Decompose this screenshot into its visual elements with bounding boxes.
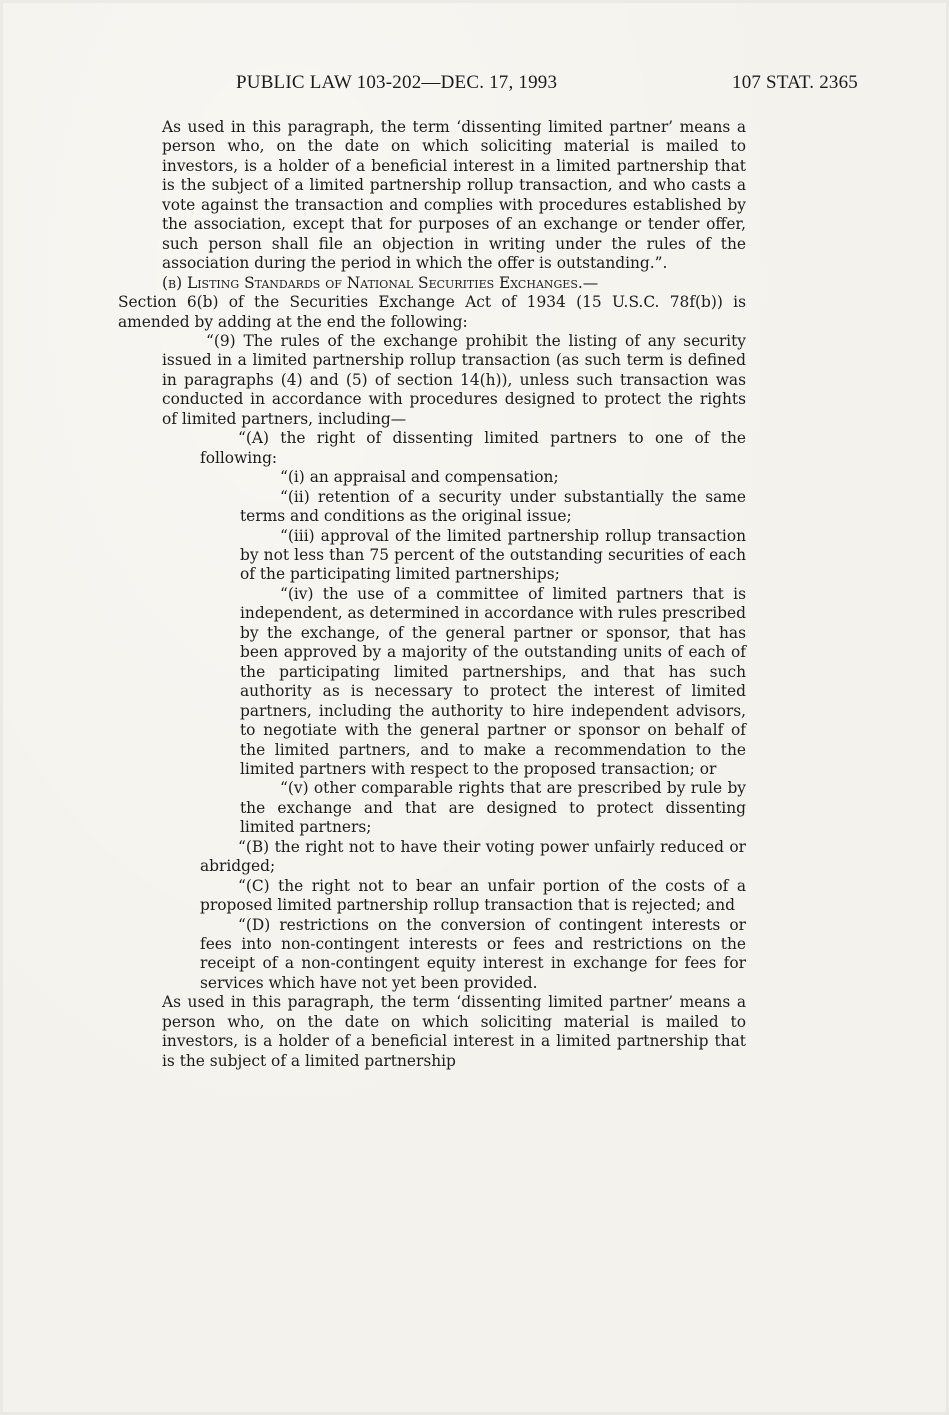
paragraph-dissenting-definition-2: As used in this paragraph, the term ‘dissenting limited partner’ means a person who, on the date on which soliciting material is mailed to investors, is a holder of a beneficial interest in a limited partnership that is the subject of a limited partnership [162,993,746,1070]
paragraph-dissenting-definition: As used in this paragraph, the term ‘dissenting limited partner’ means a person who, on the date on which soliciting material is mailed to investors, is a holder of a beneficial interest in a limited partnership that is the subject of a limited partnership rollup transaction, and who casts a vote against the transaction and complies with procedures established by the association, except that for purposes of an exchange or tender offer, such person shall file an objection in writing under the rules of the association during the period in which the offer is outstanding.”. [162,118,746,273]
clause-v: “(v) other comparable rights that are prescribed by rule by the exchange and that are designed to protect dissenting limited partners; [240,779,746,837]
paragraph-amendment-intro: Section 6(b) of the Securities Exchange Act of 1934 (15 U.S.C. 78f(b)) is amended by adding at the end the following: [118,293,746,331]
page-header [0,72,949,96]
running-title: PUBLIC LAW 103-202—DEC. 17, 1993 [236,72,558,93]
clause-C: “(C) the right not to bear an unfair portion of the costs of a proposed limited partnership rollup transaction that is rejected; and [200,876,746,915]
clause-ii: “(ii) retention of a security under substantially the same terms and conditions as the original issue; [240,487,746,526]
clause-B: “(B) the right not to have their voting power unfairly reduced or abridged; [200,837,746,876]
clause-iii: “(iii) approval of the limited partnership rollup transaction by not less than 75 percent of the outstanding securities of each of the participating limited partnerships; [240,526,746,584]
clause-iv: “(iv) the use of a committee of limited partners that is independent, as determined in accordance with rules prescribed by the exchange, of the general partner or sponsor, that has been approved by a majority of the outstanding units of each of the participating limited partnerships, and that has such authority as is necessary to protect the interest of limited partners, including the authority to hire independent advisors, to negotiate with the general partner or sponsor on behalf of the limited partners, and to make a recommendation to the limited partners with respect to the proposed transaction; or [240,584,746,778]
paragraph-9: “(9) The rules of the exchange prohibit the listing of any security issued in a limited partnership rollup transaction (as such term is defined in paragraphs (4) and (5) of section 14(h)), unless such transaction was conducted in accordance with procedures designed to protect the rights of limited partners, including— [162,331,746,428]
clause-A: “(A) the right of dissenting limited partners to one of the following: [200,429,746,467]
clause-D: “(D) restrictions on the conversion of contingent interests or fees into non-contingent interests or fees and restrictions on the receipt of a non-contingent equity interest in exchange for fees for services which have not yet been provided. [200,915,746,992]
subsection-b-heading: (b) Listing Standards of National Securities Exchanges.— [162,273,599,292]
page-number: 107 STAT. 2365 [732,72,859,93]
clause-i: “(i) an appraisal and compensation; [280,468,559,487]
body-text [118,118,746,1071]
